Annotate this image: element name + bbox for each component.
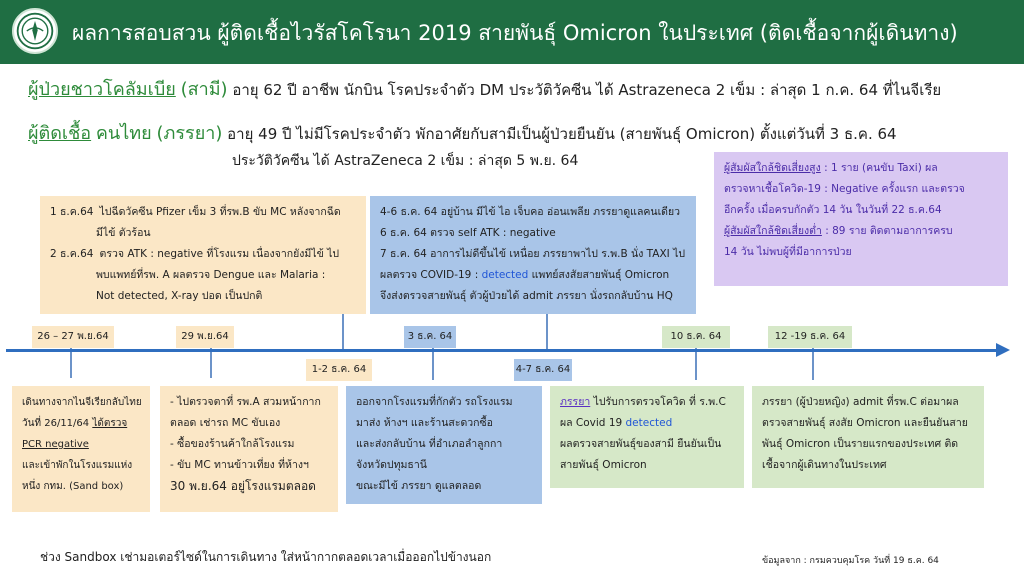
card-row: อีกครั้ง เมื่อครบกักตัว 14 วัน ในวันที่ 22 ธ.ค.64 — [724, 204, 942, 216]
connector-line — [546, 314, 548, 350]
result-prefix: ผลตรวจ COVID-19 : — [380, 269, 482, 281]
card-row: ขณะมีไข้ ภรรยา ดูแลตลอด — [356, 480, 482, 492]
card-row: - ขับ MC ทานข้าวเที่ยง ที่ห้างฯ — [170, 459, 309, 471]
card-row: และเข้าพักในโรงแรมแห่ง — [22, 460, 133, 471]
card-row: - ไปตรวจตาที่ รพ.A สวมหน้ากาก — [170, 396, 321, 408]
card-dec-1-2 — [40, 196, 366, 314]
page-title: ผลการสอบสวน ผู้ติดเชื้อไวรัสโคโรนา 2019 สายพันธุ์ Omicron ในประเทศ (ติดเชื้อจากผู้เดินทาง) — [72, 21, 958, 45]
card-row: - ซื้อของร้านค้าใกล้โรงแรม — [170, 438, 295, 450]
date-label: 10 ธ.ค. 64 — [662, 326, 730, 348]
card-dec-4-7 — [370, 196, 696, 314]
detected-word: detected — [625, 417, 673, 429]
infected-label: ผู้ติดเชื้อ — [28, 123, 92, 144]
event-text: ตรวจ ATK : negative ที่โรงแรม เนื่องจากยังมีไข้ ไป — [99, 248, 340, 260]
event-date: 1 ธ.ค.64 — [50, 206, 94, 218]
date-label: 12 -19 ธ.ค. 64 — [768, 326, 852, 348]
low-risk-text: : 89 ราย ติดตามอาการครบ — [821, 225, 953, 237]
card-row: ออกจากโรงแรมที่กักตัว รถโรงแรม — [356, 396, 513, 408]
patient-relation: (สามี) — [180, 79, 228, 100]
card-nov-29 — [160, 386, 338, 512]
infected-details: อายุ 49 ปี ไม่มีโรคประจำตัว พักอาศัยกับสามีเป็นผู้ป่วยยืนยัน (สายพันธุ์ Omicron) ตั้งแต่วันที่ 3 ธ.ค. 64 — [227, 125, 897, 143]
high-risk-text: : 1 ราย (คนขับ Taxi) ผล — [820, 162, 938, 174]
low-risk-label: ผู้สัมผัสใกล้ชิดเสี่ยงต่ำ — [724, 225, 822, 237]
data-source: ข้อมูลจาก : กรมควบคุมโรค วันที่ 19 ธ.ค. 64 — [762, 556, 939, 566]
infected-label-thai: คนไทย — [95, 123, 152, 144]
date-label: 26 – 27 พ.ย.64 — [32, 326, 114, 348]
patient-details: อายุ 62 ปี อาชีพ นักบิน โรคประจำตัว DM ประวัติวัคซีน ได้ Astrazeneca 2 เข็ม : ล่าสุด 1 ก.ค. 64 ที่ไนจีเรีย — [232, 81, 942, 99]
result-suffix: แพทย์สงสัยสายพันธุ์ Omicron — [528, 269, 670, 281]
card-row: ตลอด เช่ารถ MC ขับเอง — [170, 417, 281, 429]
infected-info — [28, 118, 897, 147]
card-row: เชื้อจากผู้เดินทางในประเทศ — [762, 459, 887, 471]
card-row — [50, 244, 356, 265]
card-row: ตรวจสายพันธุ์ สงสัย Omicron และยืนยันสาย — [762, 417, 968, 429]
card-row: 4-6 ธ.ค. 64 อยู่บ้าน มีไข้ ไอ เจ็บคอ อ่อนเพลีย ภรรยาดูแลคนเดียว — [380, 206, 681, 218]
timeline-axis — [6, 349, 1001, 352]
high-risk-label: ผู้สัมผัสใกล้ชิดเสี่ยงสูง — [724, 162, 821, 174]
card-row: จึงส่งตรวจสายพันธุ์ ตัวผู้ป่วยได้ admit ภรรยา นั่งรถกลับบ้าน HQ — [380, 290, 673, 302]
card-row: พบแพทย์ที่รพ. A ผลตรวจ Dengue และ Malaria : — [96, 269, 326, 281]
patient-label: ผู้ป่วยชาวโคลัมเบีย — [28, 79, 176, 100]
card-row: มาส่ง ห้างฯ และร้านสะดวกซื้อ — [356, 417, 493, 429]
event-date: 2 ธ.ค.64 — [50, 248, 94, 260]
card-row: ภรรยา (ผู้ป่วยหญิง) admit ที่รพ.C ต่อมาผล — [762, 396, 959, 408]
detected-word: detected — [481, 269, 529, 281]
card-row: ผลตรวจสายพันธุ์ของสามี ยืนยันเป็น — [560, 438, 722, 450]
card-row: มีไข้ ตัวร้อน — [96, 227, 151, 239]
card-row: 6 ธ.ค. 64 ตรวจ self ATK : negative — [380, 227, 556, 239]
card-row: สายพันธุ์ Omicron — [560, 459, 647, 471]
card-dec-12-19 — [752, 386, 984, 488]
card-dec-10 — [550, 386, 744, 488]
card-row: 7 ธ.ค. 64 อาการไม่ดีขึ้นไข้ เหนื่อย ภรรยาพาไป ร.พ.B นั่ง TAXI ไป — [380, 248, 686, 260]
contact-tracing-card — [714, 152, 1008, 286]
footer-note: ช่วง Sandbox เช่ามอเตอร์ไซด์ในการเดินทาง ใส่หน้ากากตลอดเวลาเมื่อออกไปข้างนอก — [40, 550, 492, 564]
ministry-logo-icon — [12, 8, 58, 54]
card-row — [380, 265, 686, 286]
patient-info — [28, 74, 941, 103]
date-label: 4-7 ธ.ค. 64 — [514, 359, 572, 381]
card-row — [560, 392, 734, 413]
card-row: หนึ่ง กทม. (Sand box) — [22, 481, 124, 492]
wife-word: ภรรยา — [560, 396, 591, 408]
card-row: และส่งกลับบ้าน ที่อำเภอลำลูกกา — [356, 438, 503, 450]
card-row: 14 วัน ไม่พบผู้ที่มีอาการป่วย — [724, 246, 852, 258]
card-nov-26-27 — [12, 386, 150, 512]
card-row: จังหวัดปทุมธานี — [356, 459, 427, 471]
pcr-text: ได้ตรวจ — [92, 418, 128, 429]
card-row — [50, 202, 356, 223]
timeline-arrow-icon — [996, 343, 1010, 357]
infected-vaccine: ประวัติวัคซีน ได้ AstraZeneca 2 เข็ม : ล่าสุด 5 พ.ย. 64 — [232, 153, 579, 169]
result-prefix: ผล Covid 19 — [560, 417, 626, 429]
infected-relation: (ภรรยา) — [156, 123, 223, 144]
card-row — [22, 413, 140, 434]
date-text: วันที่ 26/11/64 — [22, 418, 93, 429]
connector-line — [342, 314, 344, 350]
date-label: 3 ธ.ค. 64 — [404, 326, 456, 348]
date-label: 29 พ.ย.64 — [176, 326, 234, 348]
event-text: ไปฉีดวัคซีน Pfizer เข็ม 3 ที่รพ.B ขับ MC หลังจากฉีด — [99, 206, 341, 218]
card-row: เดินทางจากไนจีเรียกลับไทย — [22, 397, 142, 408]
date-label: 1-2 ธ.ค. 64 — [306, 359, 372, 381]
event-text: ไปรับการตรวจโควิด ที่ ร.พ.C — [590, 396, 726, 408]
card-dec-3 — [346, 386, 542, 504]
card-row — [724, 221, 998, 242]
card-row — [560, 413, 734, 434]
card-row — [724, 158, 998, 179]
card-row: 30 พ.ย.64 อยู่โรงแรมตลอด — [170, 479, 316, 493]
header-bar — [0, 0, 1024, 64]
card-row: PCR negative — [22, 439, 89, 450]
card-row: Not detected, X-ray ปอด เป็นปกติ — [96, 290, 263, 302]
card-row: พันธุ์ Omicron เป็นรายแรกของประเทศ ติด — [762, 438, 959, 450]
card-row: ตรวจหาเชื้อโควิด-19 : Negative ครั้งแรก และตรวจ — [724, 183, 965, 195]
